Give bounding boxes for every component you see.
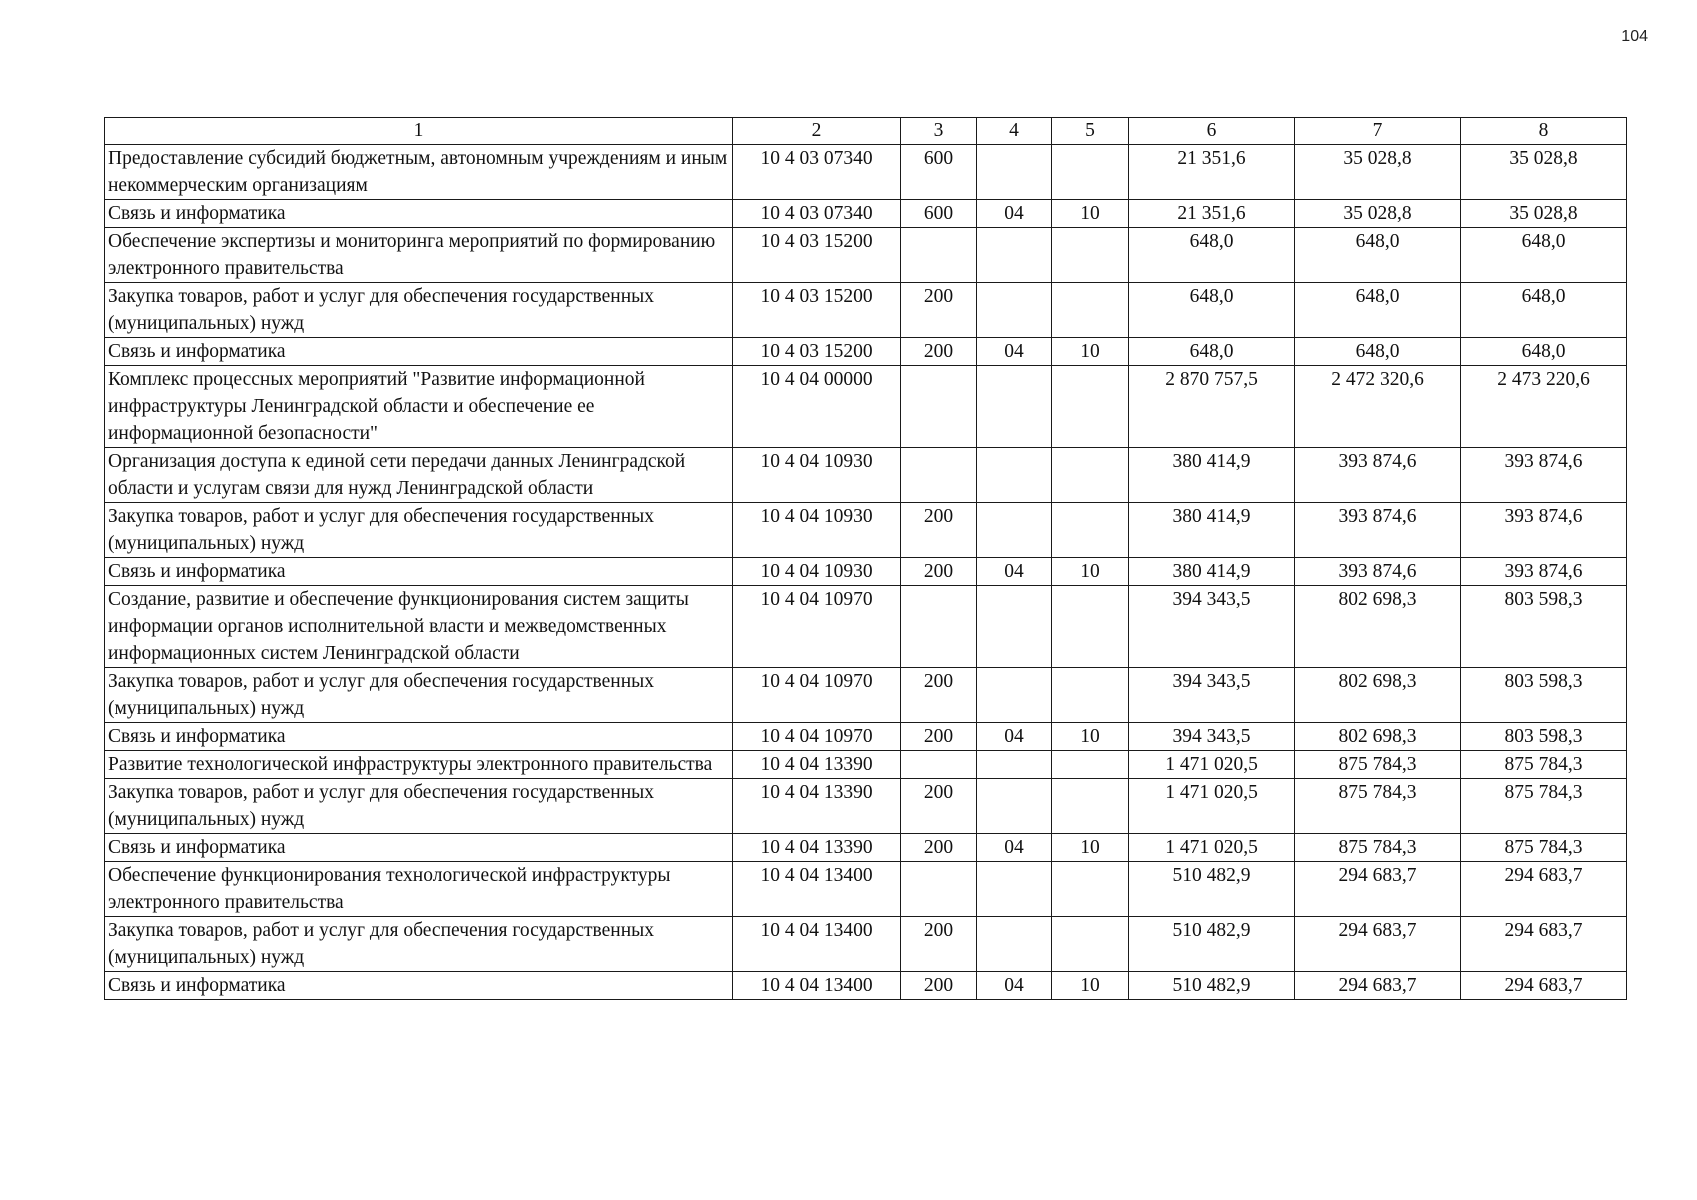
amount-col7-cell: 393 874,6 <box>1295 503 1461 558</box>
row-name-cell: Закупка товаров, работ и услуг для обеспечения государственных (муниципальных) нужд <box>105 503 733 558</box>
row-name-cell: Предоставление субсидий бюджетным, автономным учреждениям и иным некоммерческим организациям <box>105 145 733 200</box>
row-name-cell: Закупка товаров, работ и услуг для обеспечения государственных (муниципальных) нужд <box>105 917 733 972</box>
amount-col8-cell: 875 784,3 <box>1461 751 1627 779</box>
amount-col6-cell: 21 351,6 <box>1129 200 1295 228</box>
subsection-cell <box>1052 586 1129 668</box>
amount-col6-cell: 394 343,5 <box>1129 723 1295 751</box>
amount-col8-cell: 294 683,7 <box>1461 972 1627 1000</box>
amount-col8-cell: 803 598,3 <box>1461 668 1627 723</box>
column-header: 1 <box>105 118 733 145</box>
amount-col6-cell: 394 343,5 <box>1129 586 1295 668</box>
amount-col7-cell: 2 472 320,6 <box>1295 366 1461 448</box>
row-name-cell: Обеспечение экспертизы и мониторинга мероприятий по формированию электронного правительства <box>105 228 733 283</box>
amount-col8-cell: 393 874,6 <box>1461 448 1627 503</box>
amount-col6-cell: 510 482,9 <box>1129 862 1295 917</box>
row-name-cell: Создание, развитие и обеспечение функционирования систем защиты информации органов исполнительной власти и межведомственных информационных систем Ленинградской области <box>105 586 733 668</box>
section-cell <box>977 779 1052 834</box>
subsection-cell <box>1052 448 1129 503</box>
amount-col7-cell: 648,0 <box>1295 228 1461 283</box>
target-article-cell: 10 4 03 07340 <box>733 145 901 200</box>
target-article-cell: 10 4 04 00000 <box>733 366 901 448</box>
row-name-cell: Связь и информатика <box>105 558 733 586</box>
section-cell <box>977 917 1052 972</box>
section-cell <box>977 448 1052 503</box>
column-header: 7 <box>1295 118 1461 145</box>
table-row <box>105 228 1627 283</box>
amount-col7-cell: 294 683,7 <box>1295 917 1461 972</box>
expense-type-cell <box>901 448 977 503</box>
amount-col8-cell: 875 784,3 <box>1461 779 1627 834</box>
expense-type-cell <box>901 751 977 779</box>
subsection-cell <box>1052 668 1129 723</box>
amount-col8-cell: 648,0 <box>1461 283 1627 338</box>
amount-col7-cell: 875 784,3 <box>1295 834 1461 862</box>
amount-col6-cell: 1 471 020,5 <box>1129 834 1295 862</box>
amount-col6-cell: 1 471 020,5 <box>1129 751 1295 779</box>
row-name-cell: Обеспечение функционирования технологической инфраструктуры электронного правительства <box>105 862 733 917</box>
column-header: 3 <box>901 118 977 145</box>
subsection-cell <box>1052 917 1129 972</box>
amount-col7-cell: 393 874,6 <box>1295 558 1461 586</box>
amount-col6-cell: 510 482,9 <box>1129 917 1295 972</box>
table-row <box>105 972 1627 1000</box>
column-header: 8 <box>1461 118 1627 145</box>
amount-col7-cell: 35 028,8 <box>1295 145 1461 200</box>
target-article-cell: 10 4 04 10970 <box>733 668 901 723</box>
column-header: 4 <box>977 118 1052 145</box>
row-name-cell: Комплекс процессных мероприятий "Развитие информационной инфраструктуры Ленинградской области и обеспечение ее информационной безопасности" <box>105 366 733 448</box>
column-header: 6 <box>1129 118 1295 145</box>
amount-col6-cell: 2 870 757,5 <box>1129 366 1295 448</box>
amount-col8-cell: 393 874,6 <box>1461 503 1627 558</box>
expense-type-cell: 200 <box>901 668 977 723</box>
table-row <box>105 779 1627 834</box>
subsection-cell <box>1052 503 1129 558</box>
target-article-cell: 10 4 04 10930 <box>733 558 901 586</box>
amount-col8-cell: 393 874,6 <box>1461 558 1627 586</box>
amount-col6-cell: 510 482,9 <box>1129 972 1295 1000</box>
amount-col8-cell: 648,0 <box>1461 228 1627 283</box>
amount-col6-cell: 648,0 <box>1129 228 1295 283</box>
budget-table <box>104 117 1627 1000</box>
target-article-cell: 10 4 04 10930 <box>733 503 901 558</box>
target-article-cell: 10 4 04 10930 <box>733 448 901 503</box>
target-article-cell: 10 4 04 13400 <box>733 972 901 1000</box>
section-cell <box>977 668 1052 723</box>
section-cell: 04 <box>977 558 1052 586</box>
row-name-cell: Связь и информатика <box>105 338 733 366</box>
expense-type-cell <box>901 228 977 283</box>
target-article-cell: 10 4 04 13400 <box>733 862 901 917</box>
column-number-row <box>105 118 1627 145</box>
expense-type-cell: 200 <box>901 558 977 586</box>
subsection-cell: 10 <box>1052 338 1129 366</box>
expense-type-cell <box>901 366 977 448</box>
subsection-cell <box>1052 862 1129 917</box>
page-number: 104 <box>1621 28 1648 45</box>
section-cell <box>977 145 1052 200</box>
subsection-cell <box>1052 366 1129 448</box>
target-article-cell: 10 4 04 10970 <box>733 723 901 751</box>
section-cell <box>977 283 1052 338</box>
table-row <box>105 558 1627 586</box>
subsection-cell: 10 <box>1052 200 1129 228</box>
amount-col6-cell: 380 414,9 <box>1129 503 1295 558</box>
row-name-cell: Закупка товаров, работ и услуг для обеспечения государственных (муниципальных) нужд <box>105 668 733 723</box>
target-article-cell: 10 4 03 15200 <box>733 228 901 283</box>
amount-col7-cell: 648,0 <box>1295 283 1461 338</box>
subsection-cell: 10 <box>1052 558 1129 586</box>
amount-col7-cell: 875 784,3 <box>1295 779 1461 834</box>
amount-col8-cell: 35 028,8 <box>1461 200 1627 228</box>
amount-col7-cell: 648,0 <box>1295 338 1461 366</box>
amount-col7-cell: 294 683,7 <box>1295 972 1461 1000</box>
section-cell: 04 <box>977 200 1052 228</box>
section-cell: 04 <box>977 723 1052 751</box>
target-article-cell: 10 4 03 15200 <box>733 338 901 366</box>
subsection-cell <box>1052 145 1129 200</box>
section-cell <box>977 586 1052 668</box>
table-row <box>105 586 1627 668</box>
table-row <box>105 751 1627 779</box>
section-cell <box>977 228 1052 283</box>
column-header: 2 <box>733 118 901 145</box>
row-name-cell: Связь и информатика <box>105 200 733 228</box>
amount-col6-cell: 380 414,9 <box>1129 558 1295 586</box>
expense-type-cell: 600 <box>901 200 977 228</box>
amount-col7-cell: 802 698,3 <box>1295 586 1461 668</box>
table-row <box>105 200 1627 228</box>
row-name-cell: Организация доступа к единой сети передачи данных Ленинградской области и услугам связи для нужд Ленинградской области <box>105 448 733 503</box>
target-article-cell: 10 4 04 13400 <box>733 917 901 972</box>
amount-col6-cell: 648,0 <box>1129 283 1295 338</box>
table-row <box>105 917 1627 972</box>
amount-col8-cell: 875 784,3 <box>1461 834 1627 862</box>
amount-col7-cell: 802 698,3 <box>1295 668 1461 723</box>
section-cell <box>977 862 1052 917</box>
expense-type-cell: 200 <box>901 972 977 1000</box>
amount-col7-cell: 294 683,7 <box>1295 862 1461 917</box>
table-row <box>105 503 1627 558</box>
section-cell <box>977 503 1052 558</box>
subsection-cell <box>1052 779 1129 834</box>
subsection-cell: 10 <box>1052 834 1129 862</box>
subsection-cell <box>1052 751 1129 779</box>
table-row <box>105 338 1627 366</box>
table-row <box>105 862 1627 917</box>
table-row <box>105 145 1627 200</box>
expense-type-cell: 200 <box>901 834 977 862</box>
expense-type-cell: 200 <box>901 723 977 751</box>
subsection-cell <box>1052 283 1129 338</box>
expense-type-cell: 200 <box>901 338 977 366</box>
table-row <box>105 723 1627 751</box>
amount-col8-cell: 2 473 220,6 <box>1461 366 1627 448</box>
expense-type-cell: 200 <box>901 283 977 338</box>
amount-col8-cell: 803 598,3 <box>1461 723 1627 751</box>
expense-type-cell: 600 <box>901 145 977 200</box>
row-name-cell: Закупка товаров, работ и услуг для обеспечения государственных (муниципальных) нужд <box>105 283 733 338</box>
amount-col7-cell: 875 784,3 <box>1295 751 1461 779</box>
section-cell: 04 <box>977 972 1052 1000</box>
amount-col6-cell: 394 343,5 <box>1129 668 1295 723</box>
row-name-cell: Связь и информатика <box>105 723 733 751</box>
subsection-cell: 10 <box>1052 972 1129 1000</box>
target-article-cell: 10 4 04 13390 <box>733 779 901 834</box>
amount-col7-cell: 802 698,3 <box>1295 723 1461 751</box>
section-cell: 04 <box>977 338 1052 366</box>
row-name-cell: Закупка товаров, работ и услуг для обеспечения государственных (муниципальных) нужд <box>105 779 733 834</box>
section-cell <box>977 751 1052 779</box>
row-name-cell: Связь и информатика <box>105 972 733 1000</box>
expense-type-cell: 200 <box>901 503 977 558</box>
expense-type-cell <box>901 862 977 917</box>
table-row <box>105 283 1627 338</box>
amount-col6-cell: 648,0 <box>1129 338 1295 366</box>
amount-col8-cell: 35 028,8 <box>1461 145 1627 200</box>
subsection-cell <box>1052 228 1129 283</box>
amount-col8-cell: 294 683,7 <box>1461 917 1627 972</box>
amount-col7-cell: 35 028,8 <box>1295 200 1461 228</box>
target-article-cell: 10 4 03 07340 <box>733 200 901 228</box>
target-article-cell: 10 4 04 13390 <box>733 834 901 862</box>
amount-col7-cell: 393 874,6 <box>1295 448 1461 503</box>
target-article-cell: 10 4 03 15200 <box>733 283 901 338</box>
table-row <box>105 366 1627 448</box>
column-header: 5 <box>1052 118 1129 145</box>
subsection-cell: 10 <box>1052 723 1129 751</box>
expense-type-cell: 200 <box>901 779 977 834</box>
section-cell: 04 <box>977 834 1052 862</box>
table-row <box>105 668 1627 723</box>
amount-col6-cell: 380 414,9 <box>1129 448 1295 503</box>
amount-col8-cell: 648,0 <box>1461 338 1627 366</box>
amount-col6-cell: 21 351,6 <box>1129 145 1295 200</box>
section-cell <box>977 366 1052 448</box>
table-row <box>105 448 1627 503</box>
expense-type-cell: 200 <box>901 917 977 972</box>
amount-col8-cell: 294 683,7 <box>1461 862 1627 917</box>
target-article-cell: 10 4 04 13390 <box>733 751 901 779</box>
amount-col8-cell: 803 598,3 <box>1461 586 1627 668</box>
table-row <box>105 834 1627 862</box>
expense-type-cell <box>901 586 977 668</box>
row-name-cell: Связь и информатика <box>105 834 733 862</box>
row-name-cell: Развитие технологической инфраструктуры электронного правительства <box>105 751 733 779</box>
target-article-cell: 10 4 04 10970 <box>733 586 901 668</box>
amount-col6-cell: 1 471 020,5 <box>1129 779 1295 834</box>
